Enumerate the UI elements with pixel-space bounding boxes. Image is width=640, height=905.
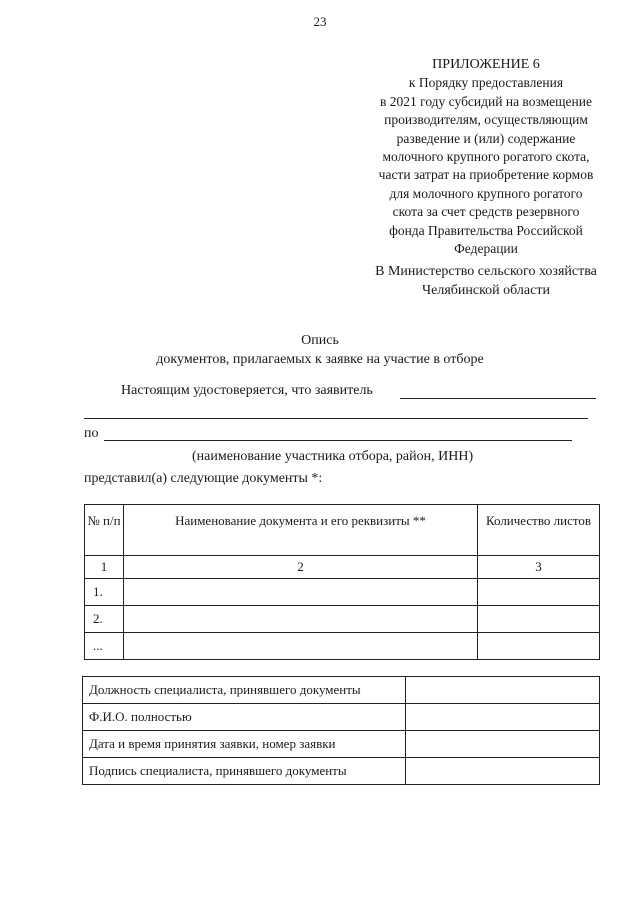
row-document-name-cell[interactable] [124,606,478,633]
appendix-title: ПРИЛОЖЕНИЕ 6 [432,57,540,72]
appendix-line: в 2021 году субсидий на возмещение [380,93,592,109]
index-cell: 3 [478,556,600,579]
table-row [83,704,600,731]
appendix-line: разведение и (или) содержание [396,130,576,146]
row-number: 1. [85,579,124,606]
reception-value-cell[interactable] [406,704,600,731]
row-document-name-cell[interactable] [124,633,478,660]
appendix-block [345,56,627,258]
appendix-line: Федерации [454,241,518,257]
addressee-block [345,262,627,300]
addressee-line: В Министерство сельского хозяйства [375,264,597,279]
appendix-line: к Порядку предоставления [408,75,564,91]
table-row [83,758,600,785]
reception-value-cell[interactable] [406,758,600,785]
po-line[interactable] [104,440,572,441]
table-header-row [85,505,600,556]
po-text: по [84,426,99,441]
applicant-line-full[interactable] [84,418,588,419]
reception-label: Дата и время принятия заявки, номер заявки [83,731,406,758]
index-cell: 2 [124,556,478,579]
header-document-name: Наименование документа и его реквизиты ** [124,505,478,556]
presented-text: представил(а) следующие документы *: [84,471,323,486]
row-sheet-count-cell[interactable] [478,606,600,633]
header-number: № п/п [85,505,124,556]
document-heading [0,331,640,369]
heading-title: Опись [301,333,339,348]
table-row [83,677,600,704]
reception-label: Подпись специалиста, принявшего документы [83,758,406,785]
table-row [83,731,600,758]
applicant-line[interactable] [400,398,596,399]
table-row [85,633,600,660]
page-number: 23 [313,14,327,29]
documents-table [84,504,600,660]
addressee-line: Челябинской области [422,283,550,298]
row-sheet-count-cell[interactable] [478,579,600,606]
table-row [85,606,600,633]
header-sheet-count: Количество листов [478,505,600,556]
table-row [85,579,600,606]
row-number: ... [85,633,124,660]
appendix-line: молочного крупного рогатого скота, [382,149,590,165]
index-cell: 1 [85,556,124,579]
appendix-line: части затрат на приобретение кормов [378,167,594,183]
row-document-name-cell[interactable] [124,579,478,606]
appendix-line: производителям, осуществляющим [384,112,588,128]
reception-value-cell[interactable] [406,677,600,704]
appendix-line: фонда Правительства Российской [389,222,583,238]
reception-label: Должность специалиста, принявшего документы [83,677,406,704]
reception-label: Ф.И.О. полностью [83,704,406,731]
reception-table [82,676,600,785]
caption-text: (наименование участника отбора, район, ИНН) [192,449,474,464]
heading-subtitle: документов, прилагаемых к заявке на участие в отборе [156,352,484,367]
appendix-line: для молочного крупного рогатого [389,185,583,201]
appendix-line: скота за счет средств резервного [392,204,580,220]
row-number: 2. [85,606,124,633]
row-sheet-count-cell[interactable] [478,633,600,660]
reception-value-cell[interactable] [406,731,600,758]
table-index-row [85,556,600,579]
certify-text: Настоящим удостоверяется, что заявитель [121,383,373,398]
